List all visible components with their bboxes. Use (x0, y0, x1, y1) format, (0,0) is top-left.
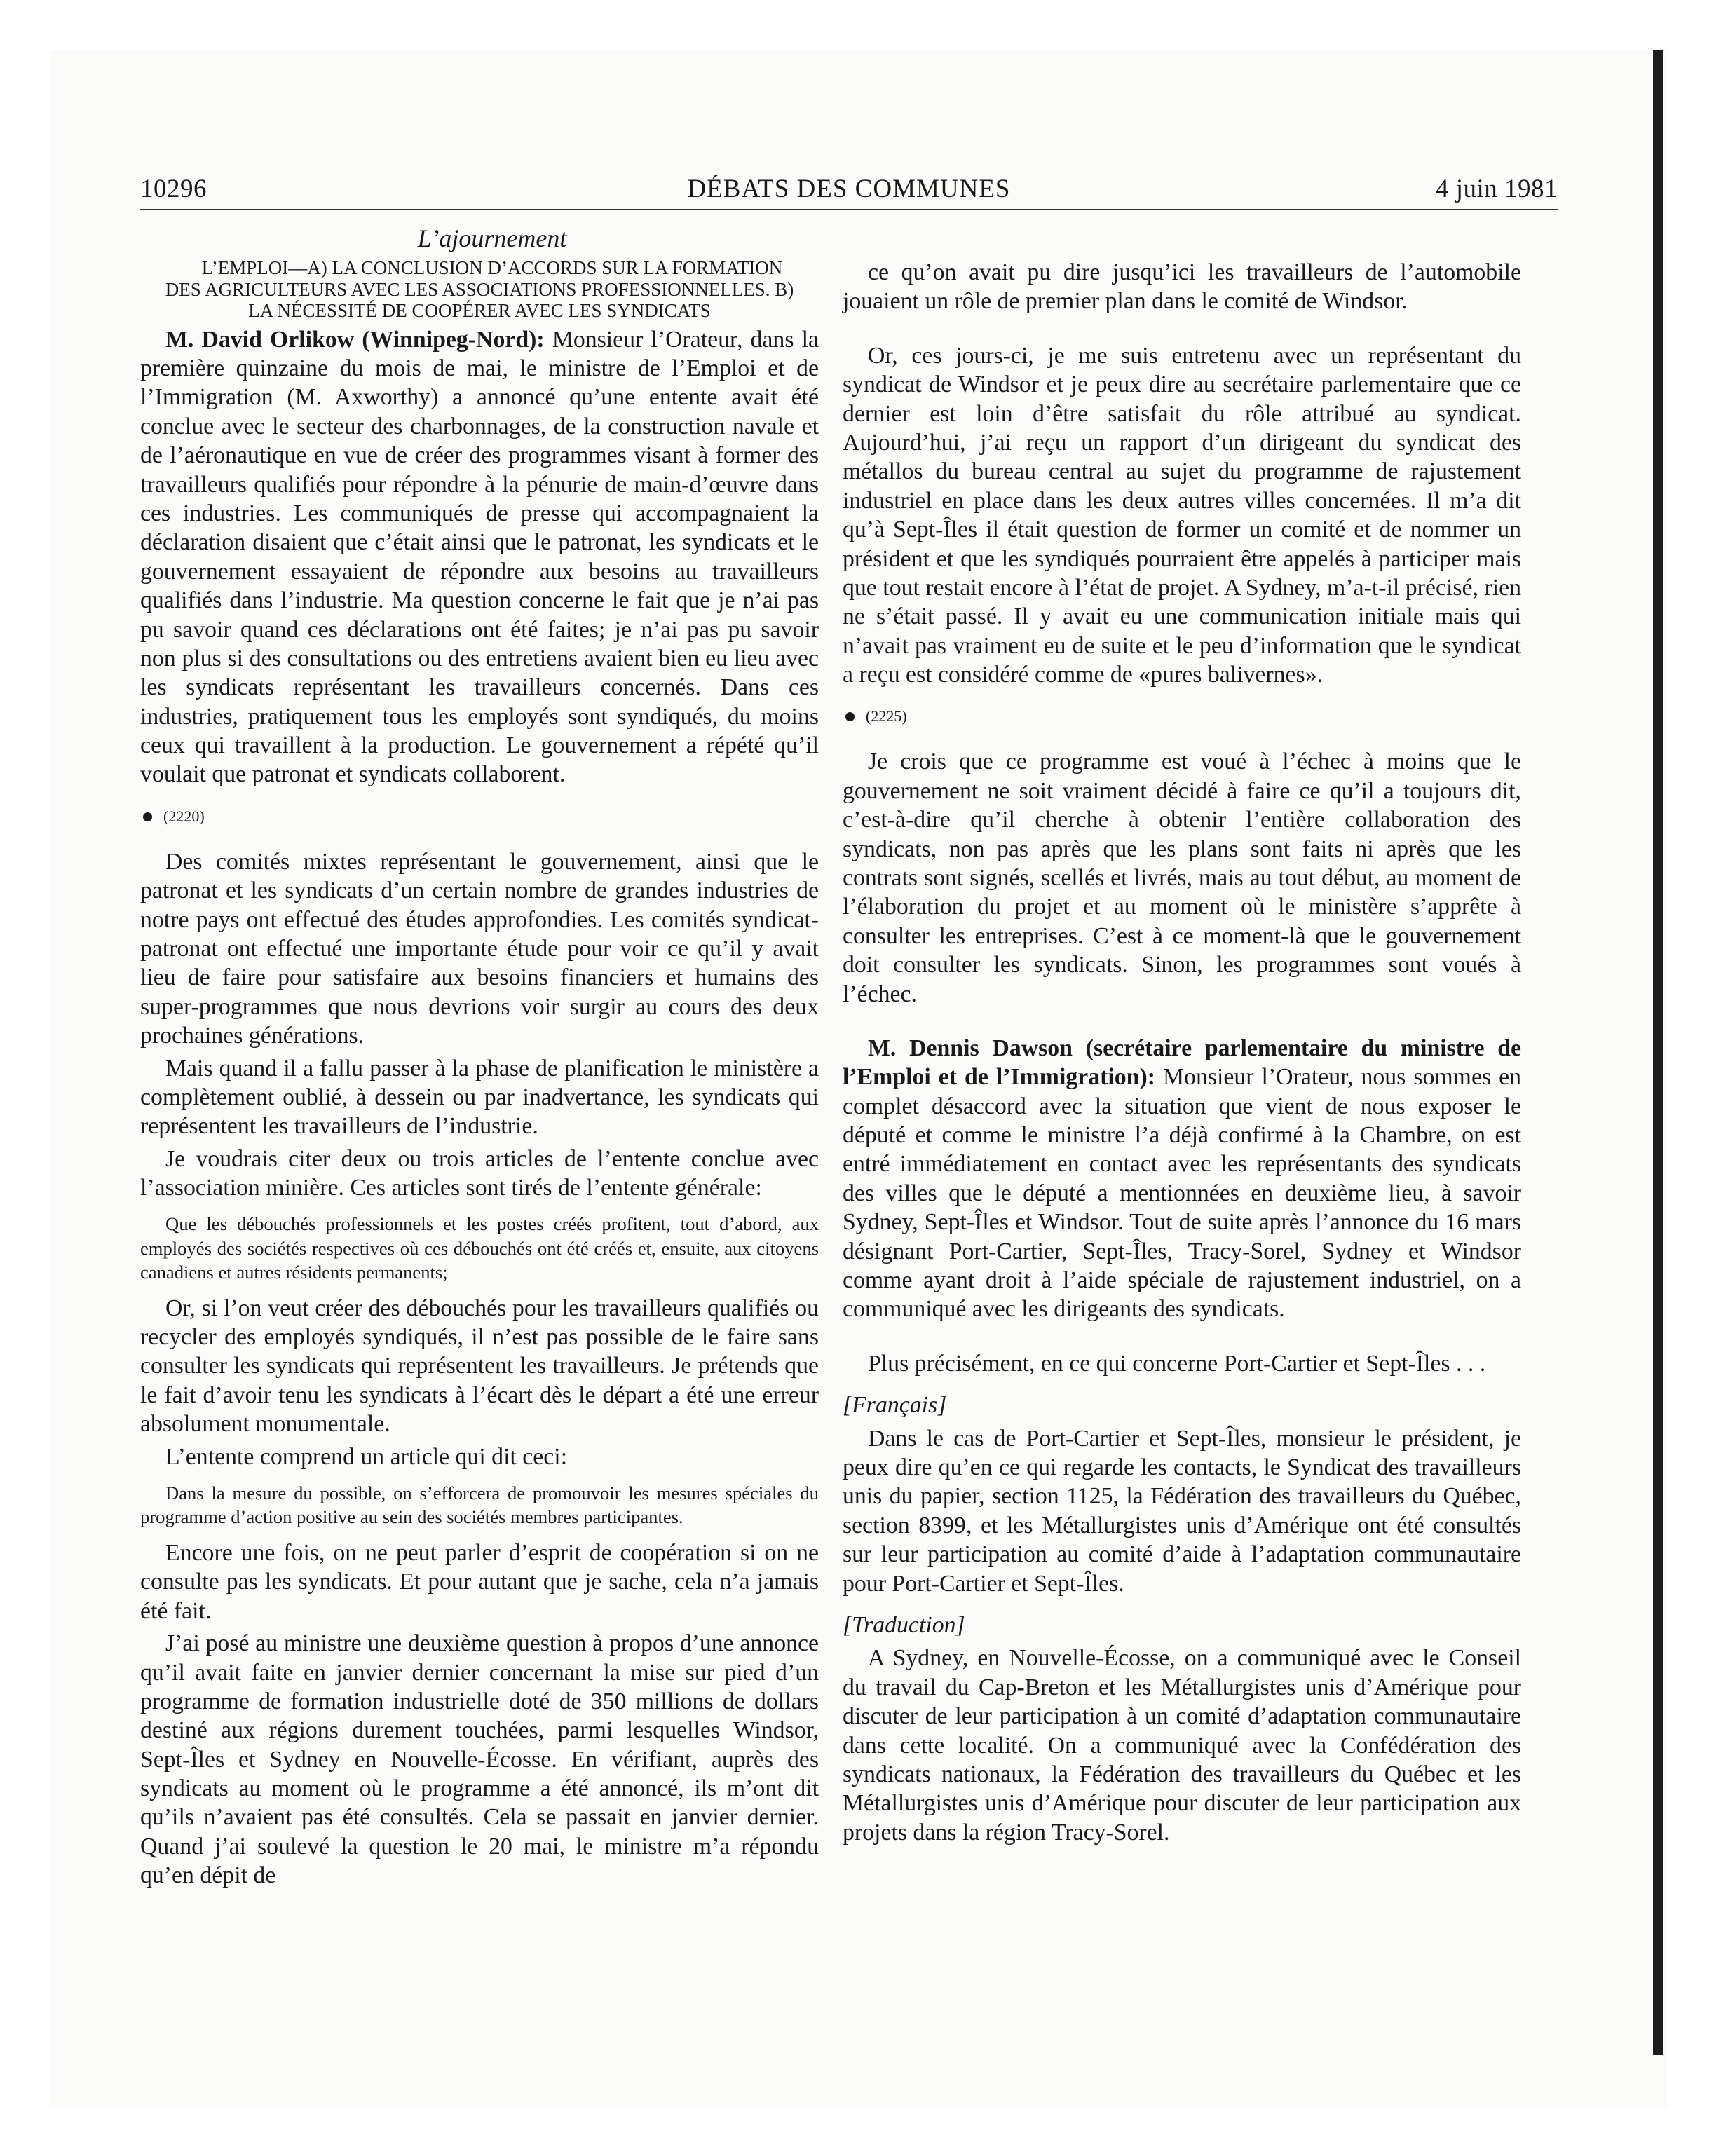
left-column (140, 223, 819, 1890)
quotation: Dans la mesure du possible, on s’efforcera de promouvoir les mesures spéciales du programme d’action positive au sein des sociétés membres participantes. (140, 1482, 819, 1527)
section-title: L’ajournement (417, 224, 567, 252)
page-header (140, 174, 1558, 210)
paragraph: J’ai posé au ministre une deuxième question à propos d’une annonce qu’il avait faite en janvier dernier concernant la mise sur pied d’un programme de formation industrielle doté de 350 millions de dollars destiné aux régions durement touchées, parmi lesquelles Windsor, Sept-Îles et Sydney en Nouvelle-Écosse. En vérifiant, auprès des syndicats au moment où le programme a été annoncé, ils m’ont dit qu’ils n’avaient pas été consultés. Cela se passait en janvier dernier. Quand j’ai soulevé la question le 20 mai, le ministre m’a répondu qu’en dépit de (140, 1630, 819, 1889)
paragraph-text: Monsieur l’Orateur, nous sommes en complet désaccord avec la situation que vient de nous exposer le député et comme le ministre l’a déjà confirmé à la Chambre, on est entré immédiatement en contact avec les représentants des syndicats des villes que le député a mentionnées en deuxième lieu, à savoir Sydney, Sept-Îles et Windsor. Tout de suite après l’annonce du 16 mars désignant Port-Cartier, Sept-Îles, Tracy-Sorel, Sydney et Windsor comme ayant droit à l’aide spéciale de rajustement industriel, on a communiqué avec les dirigeants des syndicats. (843, 1064, 1521, 1323)
publication-title: DÉBATS DES COMMUNES (687, 175, 1011, 203)
binding-edge (1653, 50, 1663, 2055)
paragraph (843, 1034, 1521, 1324)
paragraph: Je crois que ce programme est voué à l’échec à moins que le gouvernement ne soit vraiment décidé à faire ce qu’il a toujours dit, c’est-à-dire qu’il cherche à obtenir l’entière collaboration des syndicats, non pas après que les plans sont faits ni après que les contrats sont signés, scellés et livrés, mais au tout début, au moment de l’élaboration du projet et au moment où le ministère s’apprête à consulter les entreprises. C’est à ce moment-là que le gouvernement doit consulter les syndicats. Sinon, les programmes sont voués à l’échec. (843, 749, 1521, 1007)
paragraph: ce qu’on avait pu dire jusqu’ici les travailleurs de l’automobile jouaient un rôle de premier plan dans le comité de Windsor. (843, 259, 1521, 315)
paragraph (140, 325, 819, 789)
language-marker: [Français] (843, 1392, 947, 1419)
paragraph: Or, ces jours-ci, je me suis entretenu avec un représentant du syndicat de Windsor et je peux dire au secrétaire parlementaire que ce dernier est loin d’être satisfait du rôle attribué au syndicat. Aujourd’hui, j’ai reçu un rapport d’un dirigeant du syndicat des métallos du bureau central au sujet du programme de rajustement industriel en place dans les deux autres villes concernées. Il m’a dit qu’à Sept-Îles il était question de former un comité et de nommer un président et que les syndiqués pourraient être appelés à participer mais que tout restait encore à l’état de projet. A Sydney, m’a-t-il précisé, rien ne s’était passé. Il y avait eu une communication initiale mais qui n’avait pas vraiment eu de suite et le peu d’information que le syndicat a reçu est considéré comme de «pures balivernes». (843, 342, 1521, 688)
paragraph: Dans le cas de Port-Cartier et Sept-Îles, monsieur le président, je peux dire qu’en ce qui regarde les contacts, le Syndicat des travailleurs unis du papier, section 1125, la Fédération des travailleurs du Québec, section 8399, et les Métallurgistes unis d’Amérique ont été consultés sur leur participation au comité d’aide à l’adaptation communautaire pour Port-Cartier et Sept-Îles. (843, 1425, 1521, 1597)
paragraph: Mais quand il a fallu passer à la phase de planification le ministère a complètement oublié, à dessein ou par inadvertance, les syndicats qui représentent les travailleurs de l’industrie. (140, 1055, 819, 1140)
time-label: (2220) (163, 807, 205, 825)
paragraph: Or, si l’on veut créer des débouchés pour les travailleurs qualifiés ou recycler des employés syndiqués, il n’est pas possible de le faire sans consulter les syndicats qui représentent les travailleurs. Je prétends que le fait d’avoir tenu les syndicats à l’écart dès le départ a été une erreur absolument monumentale. (140, 1295, 819, 1438)
paragraph: Encore une fois, on ne peut parler d’esprit de coopération si on ne consulte pas les syndicats. Et pour autant que je sache, cela n’a jamais été fait. (140, 1539, 819, 1624)
speaker-name: M. David Orlikow (Winnipeg-Nord): (165, 326, 545, 353)
bullet-icon (143, 812, 152, 821)
time-marker (843, 707, 1521, 726)
paragraph-text: Monsieur l’Orateur, dans la première quinzaine du mois de mai, le ministre de l’Emploi et de l’Immigration (M. Axworthy) a annoncé qu’une entente avait été conclue avec le secteur des charbonnages, de la construction navale et de l’aéronautique en vue de créer des programmes visant à former des travailleurs qualifiés pour répondre à la pénurie de main-d’œuvre dans ces industries. Les communiqués de presse qui accompagnaient la déclaration disaient que c’était ainsi que le patronat, les syndicats et le gouvernement essayaient de répondre aux besoins au travailleurs qualifiés dans l’industrie. Ma question concerne le fait que je n’ai pas pu savoir quand ces déclarations ont été faites; je n’ai pas pu savoir non plus si des consultations ou des entretiens avaient bien eu lieu avec les syndicats représentant les travailleurs concernés. Dans ces industries, pratiquement tous les employés sont syndiqués, du moins ceux qui travaillent à la production. Le gouvernement a répété qu’il voulait que patronat et syndicats collaborent. (140, 326, 819, 788)
page-number: 10296 (140, 175, 207, 203)
time-label: (2225) (866, 707, 907, 725)
paragraph: A Sydney, en Nouvelle-Écosse, on a communiqué avec le Conseil du travail du Cap-Breton et les Métallurgistes unis d’Amérique pour discuter de leur participation à un comité d’adaptation communautaire dans cette localité. On a communiqué avec la Confédération des syndicats nationaux, la Fédération des travailleurs du Québec et les Métallurgistes unis d’Amérique pour discuter de leur participation aux projets dans la région Tracy-Sorel. (843, 1645, 1521, 1845)
bullet-icon (845, 712, 855, 721)
quotation: Que les débouchés professionnels et les postes créés profitent, tout d’abord, aux employés des sociétés respectives où ces débouchés ont été créés et, ensuite, aux citoyens canadiens et autres résidents permanents; (140, 1213, 819, 1283)
issue-date: 4 juin 1981 (1435, 175, 1558, 203)
subject-heading: L’EMPLOI—A) LA CONCLUSION D’ACCORDS SUR LA FORMATION DES AGRICULTEURS AVEC LES ASSOCIATIONS PROFESSIONNELLES. B) LA NÉCESSITÉ DE COOPÉRER AVEC LES SYNDICATS (165, 257, 794, 322)
time-marker (140, 807, 819, 826)
speaker-name: M. Dennis Dawson (secrétaire parlementaire du ministre de l’Emploi et de l’Immigration): (843, 1035, 1521, 1091)
paragraph: Je voudrais citer deux ou trois articles de l’entente conclue avec l’association minière. Ces articles sont tirés de l’entente générale: (140, 1145, 819, 1201)
paragraph: L’entente comprend un article qui dit ceci: (165, 1443, 568, 1470)
paragraph: Plus précisément, en ce qui concerne Port-Cartier et Sept-Îles . . . (868, 1350, 1486, 1377)
paragraph: Des comités mixtes représentant le gouvernement, ainsi que le patronat et les syndicats d’un certain nombre de grandes industries de notre pays ont effectué des études approfondies. Les comités syndicat-patronat ont effectué une importante étude pour voir ce qu’il y avait lieu de faire pour satisfaire aux besoins financiers et humains des super-programmes que nous devrions voir surgir au cours des deux prochaines générations. (140, 848, 819, 1049)
language-marker: [Traduction] (843, 1611, 965, 1638)
right-column (843, 258, 1521, 1847)
